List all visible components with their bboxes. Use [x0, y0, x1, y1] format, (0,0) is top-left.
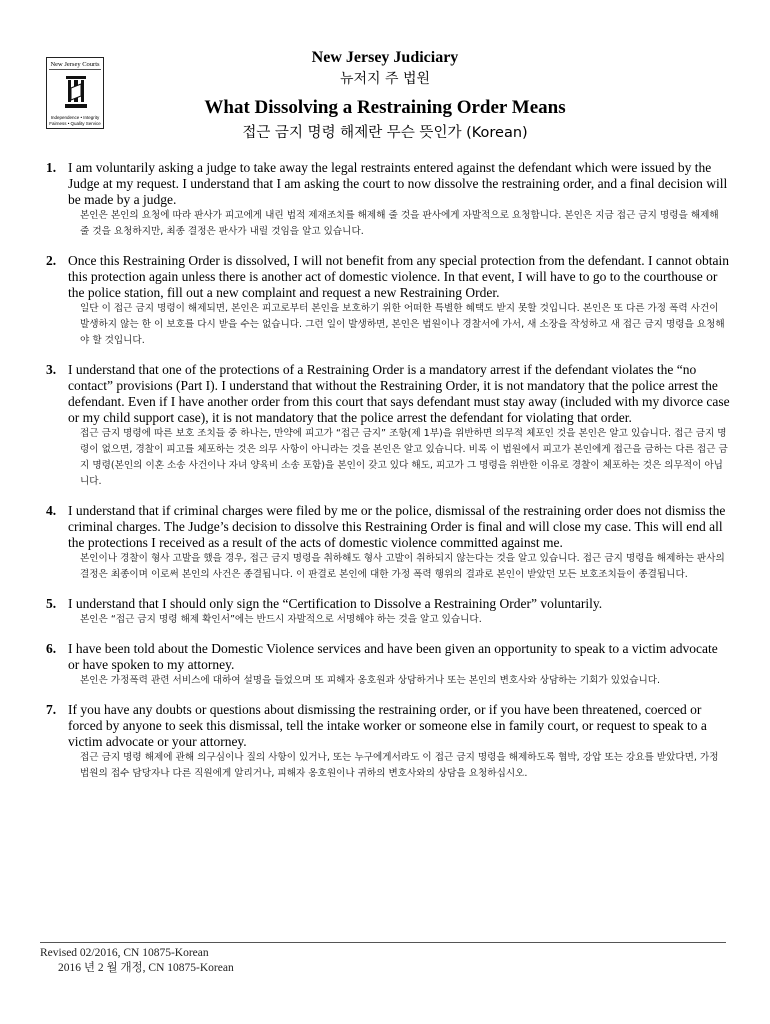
list-item: [46, 641, 730, 689]
item-number: 6.: [46, 641, 57, 656]
list-item: [46, 160, 730, 240]
page-title: New Jersey Judiciary: [311, 49, 459, 66]
item-number: 4.: [46, 503, 57, 518]
item-text-korean: 접근 금지 명령 해제에 관해 의구심이나 질의 사항이 있거나, 또는 누구에게서라도 이 접근 금지 명령을 해제하도록 협박, 강압 또는 강요를 받았다면, 가정 법원의 접수 담당자나 다른 직원에게 알리거나, 피해자 옹호원이나 귀하의 변호사와의 상담을 요청하십시오.: [80, 752, 719, 779]
list-item: [46, 596, 730, 628]
item-text-english: I understand that I should only sign the “Certification to Dissolve a Restraining Order” voluntarily.: [68, 596, 603, 611]
item-text-korean: 본인은 본인의 요청에 따라 판사가 피고에게 내린 법적 제재조치를 해제해 줄 것을 판사에게 자발적으로 요청합니다. 본인은 지금 접근 금지 명령을 해제해 줄 것을 요청하지만, 최종 결정은 판사가 내릴 것임을 알고 있습니다.: [80, 210, 719, 237]
page-title-korean: 뉴저지 주 법원: [339, 71, 431, 87]
item-text-korean: 본인은 가정폭력 관련 서비스에 대하여 설명을 들었으며 또 피해자 옹호원과 상담하거나 또는 본인의 변호사와 상담하는 기회가 있었습니다.: [80, 675, 661, 686]
item-text-korean: 본인이나 경찰이 형사 고발을 했을 경우, 접근 금지 명령을 취하해도 형사 고발이 취하되지 않는다는 것을 알고 있습니다. 접근 금지 명령을 해제하는 판사의 결정은 최종이며 이로써 본인의 사건은 종결됩니다. 이 판결로 본인에 대한 가정 폭력 행위의 결과로 본인이 받았던 모든 보호조치들이 종결됩니다.: [80, 553, 725, 580]
list-item: [46, 503, 730, 583]
item-text-korean: 본인은 “접근 금지 명령 해제 확인서”에는 반드시 자발적으로 서명해야 하는 것을 알고 있습니다.: [80, 614, 482, 625]
list-item: [46, 253, 730, 349]
logo-motto: Independence • Integrity Fairness • Quality Service: [49, 115, 101, 126]
revision-note: Revised 02/2016, CN 10875-Korean: [40, 947, 209, 959]
list-item: [46, 702, 730, 782]
item-number: 1.: [46, 160, 57, 175]
list-item: [46, 362, 730, 490]
logo-title: New Jersey Courts: [50, 61, 100, 68]
document-heading: What Dissolving a Restraining Order Means: [204, 97, 566, 118]
item-number: 7.: [46, 702, 57, 717]
document-heading-korean: 접근 금지 명령 해제란 무슨 뜻인가 (Korean): [242, 125, 528, 141]
revision-note-korean: 2016 년 2 월 개정, CN 10875-Korean: [58, 962, 234, 974]
footer: [40, 946, 234, 976]
item-text-english: I am voluntarily asking a judge to take away the legal restraints entered against the defendant which were issued by the Judge at my request. I understand that I am asking the court to now dissolve the restraining order, and a final decision will be made by a judge.: [68, 160, 728, 207]
item-number: 5.: [46, 596, 57, 611]
item-text-english: I understand that one of the protections of a Restraining Order is a mandatory arrest if the defendant violates the “no contact” provisions (Part I). I understand that without the Restraining Order, it is not mandatory that the police arrest the defendant. Even if I have another order from this court that says defendant must stay away (included with my divorce case or my child support case), it is not mandatory that the police arrest the defendant for violating that order.: [68, 362, 730, 425]
item-number: 2.: [46, 253, 57, 268]
item-text-english: I understand that if criminal charges were filed by me or the police, dismissal of the restraining order does not dismiss the criminal charges. The Judge’s decision to dissolve this Restraining Order is final and will close my case. This will end all the protections I received as a result of the acts of domestic violence committed against me.: [68, 503, 726, 550]
item-text-english: Once this Restraining Order is dissolved, I will not benefit from any special protection from the defendant. I cannot obtain this protection again unless there is another act of domestic violence. In that event, I will have to go to the courthouse or the police station, fill out a new complaint and request a new Restraining Order.: [68, 253, 729, 300]
statement-list: [46, 160, 730, 795]
item-text-korean: 접근 금지 명령에 따른 보호 조치들 중 하나는, 만약에 피고가 “접근 금지” 조항(제 1부)을 위반하면 의무적 체포인 것을 본인은 알고 있습니다. 접근 금지 명령이 없으면, 경찰이 피고를 체포하는 것은 의무 사항이 아니라는 것을 본인은 알고 있습니다. 비록 이 법원에서 피고가 본인에게 접근을 금하는 다른 접근 금지 명령(본인의 이혼 소송 사건이나 자녀 양육비 소송 포함)을 본인이 갖고 있다 해도, 피고가 그 명령을 위반한 이유로 경찰이 체포하는 것은 의무적이 아닙니다.: [80, 428, 728, 487]
item-number: 3.: [46, 362, 57, 377]
item-text-english: I have been told about the Domestic Violence services and have been given an opportunity to speak to a victim advocate or have spoken to my attorney.: [68, 641, 718, 672]
item-text-english: If you have any doubts or questions about dismissing the restraining order, or if you have been threatened, coerced or forced by anyone to seek this dismissal, tell the intake worker or someone else in family court, or request to speak to a victim advocate or your attorney.: [68, 702, 707, 749]
item-text-korean: 일단 이 접근 금지 명령이 해제되면, 본인은 피고로부터 본인을 보호하기 위한 어떠한 특별한 혜택도 받지 못할 것입니다. 본인은 또 다른 가정 폭력 사건이 발생하지 않는 한 이 보호를 다시 받을 수는 없습니다. 그런 일이 발생하면, 본인은 법원이나 경찰서에 가서, 새 소장을 작성하고 새 접근 금지 명령을 요청해야 할 것입니다.: [80, 303, 725, 346]
footer-divider: [40, 942, 726, 943]
